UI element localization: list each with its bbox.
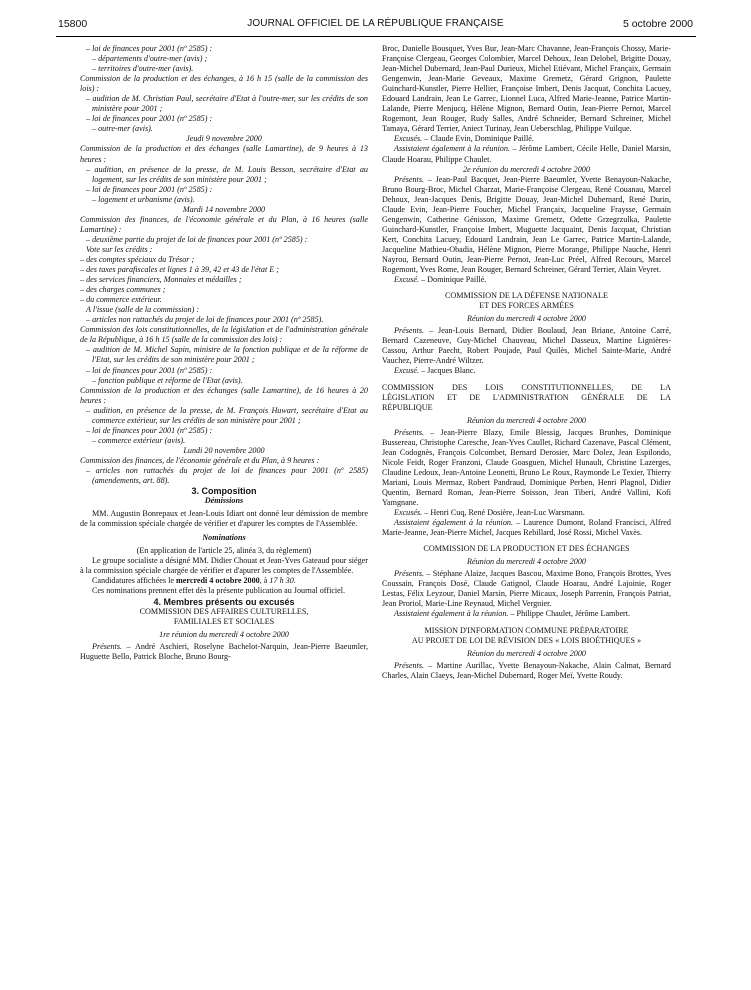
member-list: – Dominique Paillé.	[419, 275, 487, 285]
commission-title: COMMISSION DE LA PRODUCTION ET DES ÉCHANGES	[423, 544, 630, 554]
meeting-heading: Réunion du mercredi 4 octobre 2000	[467, 314, 586, 324]
agenda-line: Commission de la production et des échanges (salle Lamartine), de 9 heures à 13 heures :	[80, 144, 368, 164]
member-list: – Jean-Paul Bacquet, Jean-Pierre Baeumler, Yvette Benayoun-Nakache, Bruno Bourg-Broc, Michel Charzat, Marie-Françoise Clergeau, René Couanau, Marcel Dehoux, Jean-Jacques Denis, Brigitte Douay, Jean-Michel Dubernard, René Durin, Claude Evin, Jean-Pierre Foucher, Michel Françaix, Jacqueline Fraysse, Germain Gengenwin, Catherine Génisson, Maxime Gremetz, Odette Grzegrzulka, Paulette Guinchard-Kunstler, Françoise Imbert, Muguette Jacquaint, Denis Jacquat, Christian Kert, Conchita Lacuey, Edouard Landrain, Jean Le Garrec, Patrice Martin-Lalande, Jacqueline Mathieu-Obadia, Hélène Mignon, Pierre Morange, Philippe Nauche, Henri Nayrou, Bernard Outin, Jean-Pierre Pernot, Jean-Luc Préel, Alfred Recours, Marcel Rogemont, Yves Rome, Jean Rouger, Bernard Schreiner, Gérard Terrier, Alain Veyret.	[382, 174, 671, 275]
text-span: .	[293, 576, 296, 586]
agenda-line: – loi de finances pour 2001 (nº 2585) :	[86, 184, 213, 194]
member-list: – Jean-Pierre Blazy, Emile Blessig, Jacques Brunhes, Dominique Bussereau, Christophe Caresche, Jean-Yves Caullet, Richard Cazenave, Pascal Clément, Jean Codognès, François Colcombet, Bernard Derosier, Marc Dolez, Jean Espilondo, Nicole Feidt, Roger Franzoni, Claude Goasguen, Michel Hunault, Christine Lazerges, Claudine Ledoux, Jean-Antoine Leonetti, Bruno Le Roux, Raymonde Le Texier, Thierry Mariani, Louis Mermaz, Robert Pandraud, Dominique Perben, Henri Plagnol, Didier Quentin, Bernard Roman, Jean-Pierre Soisson, Jean Tiberi, André Vallini, Kofi Yamgnane.	[382, 427, 671, 508]
agenda-line: A l'issue (salle de la commission) :	[86, 305, 200, 315]
header-rule	[56, 36, 696, 37]
member-list: – Henri Cuq, René Dosière, Jean-Luc Warsmann.	[422, 508, 585, 518]
commission-title: COMMISSION DES AFFAIRES CULTURELLES,	[139, 606, 309, 616]
agenda-line: – audition de M. Christian Paul, secrétaire d'Etat à l'outre-mer, sur les crédits de son ministère pour 2001 ;	[86, 94, 368, 114]
commission-title: ET DES FORCES ARMÉES	[479, 301, 574, 311]
paragraph	[382, 144, 671, 164]
meeting-heading: Réunion du mercredi 4 octobre 2000	[467, 415, 586, 425]
label: Assistaient également à la réunion.	[394, 518, 513, 528]
commission-title: FAMILIALES ET SOCIALES	[173, 616, 275, 626]
member-list: – Martine Aurillac, Yvette Benayoun-Nakache, Alain Calmat, Bernard Charles, Alain Claeys, Jean-Michel Dubernard, Roger Meï, Yvette Roudy.	[382, 660, 671, 680]
agenda-line: – audition de M. Michel Sapin, ministre de la fonction publique et de la réforme de l'Etat, sur les crédits de son ministère pour 2001 ;	[86, 345, 368, 365]
subheading-demissions: Démissions	[204, 496, 244, 506]
agenda-line: – territoires d'outre-mer (avis).	[92, 64, 194, 74]
paragraph	[382, 609, 671, 619]
text-span: 17 h 30	[269, 576, 294, 586]
left-column	[80, 44, 368, 662]
label: Assistaient également à la réunion.	[394, 609, 509, 619]
paragraph: (En application de l'article 25, alinéa 3, du règlement)	[136, 546, 312, 556]
right-column	[382, 44, 671, 681]
paragraph	[382, 569, 671, 609]
paragraph	[382, 366, 671, 376]
section-heading-composition: 3. Composition	[191, 486, 257, 497]
agenda-line: Vote sur les crédits :	[86, 244, 153, 254]
commission-title: AU PROJET DE LOI DE RÉVISION DES « LOIS BIOÉTHIQUES »	[411, 635, 642, 645]
meeting-heading: Réunion du mercredi 4 octobre 2000	[467, 648, 586, 658]
paragraph: Le groupe socialiste a désigné MM. Didier Chouat et Jean-Yves Gateaud pour siéger à la commission spéciale chargée de vérifier et d'apurer les comptes de l'Assemblée.	[80, 556, 368, 576]
paragraph	[80, 576, 368, 586]
commission-title: COMMISSION DES LOIS CONSTITUTIONNELLES, DE LA	[382, 382, 671, 392]
text-span: Candidatures affichées le	[92, 576, 176, 586]
member-list: – Philippe Chaulet, Jérôme Lambert.	[508, 609, 631, 619]
label: Excusé.	[394, 366, 420, 376]
label: Présents.	[394, 569, 425, 579]
paragraph	[382, 175, 671, 275]
agenda-line: – du commerce extérieur.	[80, 295, 162, 305]
agenda-line: – des charges communes ;	[80, 285, 166, 295]
section-heading-membres: 4. Membres présents ou excusés	[153, 596, 295, 607]
agenda-line: – loi de finances pour 2001 (nº 2585) :	[86, 114, 213, 124]
paragraph	[382, 518, 671, 538]
agenda-line: – des taxes parafiscales et lignes 1 à 39, 42 et 43 de l'état E ;	[80, 265, 279, 275]
member-list: – Stéphane Alaize, Jacques Bascou, Maxime Bono, François Brottes, Yves Coussain, François Dosé, Claude Gatignol, Claude Hoarau, André Lajoinie, Roger Lestas, Félix Leyzour, Daniel Marsin, Pierre Micaux, Joseph Parrenin, François Patriat, Jean Proriol, Marie-Line Reynaud, Michel Vergnier.	[382, 569, 671, 609]
label: Présents.	[394, 326, 425, 336]
label: Assistaient également à la réunion.	[394, 144, 510, 154]
agenda-line: – deuxième partie du projet de loi de finances pour 2001 (nº 2585) :	[86, 234, 308, 244]
paragraph	[382, 275, 671, 285]
paragraph	[382, 134, 671, 144]
agenda-line: – audition, en présence de la presse, de M. Louis Besson, secrétaire d'Etat au logement, sur les crédits de son ministère pour 2001 ;	[86, 164, 368, 184]
member-list: – André Aschieri, Roselyne Bachelot-Narquin, Jean-Pierre Baeumler, Huguette Bello, Patrick Bloche, Bruno Bourg-	[80, 641, 368, 661]
commission-title: RÉPUBLIQUE	[382, 402, 433, 412]
member-list: – Laurence Dumont, Roland Francisci, Alfred Marie-Jeanne, Jean-Pierre Michel, Jacques Rebillard, José Rossi, Michel Vaxès.	[382, 518, 671, 538]
meeting-heading: 2e réunion du mercredi 4 octobre 2000	[463, 164, 590, 174]
member-list: Broc, Danielle Bousquet, Yves Bur, Jean-Marc Chavanne, Jean-François Chossy, Marie-Françoise Clergeau, Georges Colombier, Marcel Dehoux, Jean Delobel, Brigitte Douay, Jean-Michel Dubernard, Jean-Paul Durieux, Michel Etiévant, Michel Françaix, Germain Gengenwin, Jean-Marie Geveaux, Maxime Gremetz, Gérard Grignon, Paulette Guinchard-Kunstler, Pierre Hellier, Françoise Imbert, Denis Jacquat, Conchita Lacuey, Edouard Landrain, Jean Le Garrec, Lionnel Luca, Alfred Marie-Jeanne, Patrice Martin-Lalande, Pierre Menjucq, Hélène Mignon, Bernard Outin, Jean-Pierre Pernot, Marcel Rogemont, Jean Rouger, Rudy Salles, André Schneider, Bernard Schreiner, Michel Tamaya, Gérard Terrier, Aniect Turinay, Jean Ueberschlag, Philippe Vuilque.	[382, 44, 671, 134]
label: Présents.	[92, 641, 123, 651]
agenda-line: – des services financiers, Monnaies et médailles ;	[80, 275, 242, 285]
agenda-line: Commission des lois constitutionnelles, de la législation et de l'administration générale de la République, à 16 h 15 (salle de la commission des lois) :	[80, 325, 368, 345]
commission-title: COMMISSION DE LA DÉFENSE NATIONALE	[445, 291, 608, 301]
paragraph	[382, 326, 671, 366]
label: Présents.	[394, 174, 425, 184]
label: Excusés.	[394, 134, 423, 144]
commission-title: LÉGISLATION ET DE L'ADMINISTRATION GÉNÉRALE DE LA	[382, 392, 671, 402]
agenda-line: Commission de la production et des échanges, à 16 h 15 (salle de la commission des lois) :	[80, 74, 368, 94]
agenda-line: – commerce extérieur (avis).	[92, 435, 186, 445]
member-list: – Jacques Blanc.	[419, 366, 476, 376]
agenda-line: – fonction publique et réforme de l'Etat (avis).	[92, 375, 243, 385]
label: Excusé.	[394, 275, 420, 285]
agenda-line: – des comptes spéciaux du Trésor ;	[80, 254, 195, 264]
subheading-nominations: Nominations	[202, 533, 246, 543]
agenda-line: – loi de finances pour 2001 (nº 2585) :	[86, 365, 213, 375]
agenda-line: – articles non rattachés du projet de loi de finances pour 2001 (nº 2585) (amendements, art. 88).	[86, 465, 368, 486]
agenda-line: Commission des finances, de l'économie générale et du Plan, à 9 heures :	[80, 455, 320, 465]
agenda-line: Commission des finances, de l'économie générale et du Plan, à 16 heures (salle Lamartine) :	[80, 214, 368, 234]
agenda-line: – articles non rattachés du projet de loi de finances pour 2001 (nº 2585).	[86, 315, 324, 325]
text-span: mercredi 4 octobre 2000	[176, 576, 260, 586]
member-list: – Claude Evin, Dominique Paillé.	[422, 134, 534, 144]
member-list: – Jean-Louis Bernard, Didier Boulaud, Jean Briane, Antoine Carré, Bernard Cazeneuve, Guy-Michel Chauveau, Michel Dasseux, Martine Lignières-Cassou, Arthur Paecht, Robert Poujade, Paul Quilès, Michel Sainte-Marie, André Vauchez, Pierre-André Wiltzer.	[382, 326, 671, 366]
page-header	[0, 14, 751, 34]
meeting-heading: Réunion du mercredi 4 octobre 2000	[467, 557, 586, 567]
journal-title: JOURNAL OFFICIEL DE LA RÉPUBLIQUE FRANÇAISE	[247, 18, 504, 29]
page-number: 15800	[58, 18, 88, 30]
agenda-line: – loi de finances pour 2001 (nº 2585) :	[86, 425, 213, 435]
paragraph	[382, 661, 671, 681]
day-heading: Lundi 20 novembre 2000	[183, 445, 265, 455]
label: Excusés.	[394, 508, 423, 518]
agenda-line: – départements d'outre-mer (avis) ;	[92, 54, 208, 64]
label: Présents.	[394, 427, 425, 437]
paragraph: MM. Augustin Bonrepaux et Jean-Louis Idiart ont donné leur démission de membre de la commission spéciale chargée de vérifier et d'apurer les comptes de l'Assemblée.	[80, 509, 368, 529]
commission-title: MISSION D'INFORMATION COMMUNE PRÉPARATOIRE	[424, 625, 629, 635]
paragraph	[382, 508, 671, 518]
agenda-line: – loi de finances pour 2001 (nº 2585) :	[86, 44, 213, 53]
agenda-line: – outre-mer (avis).	[92, 124, 153, 134]
label: Présents.	[394, 660, 425, 670]
day-heading: Jeudi 9 novembre 2000	[186, 134, 262, 144]
paragraph: Ces nominations prennent effet dès la présente publication au Journal officiel.	[92, 586, 346, 596]
agenda-line: – logement et urbanisme (avis).	[92, 194, 195, 204]
agenda-line: – audition, en présence de la presse, de M. François Huwart, secrétaire d'Etat au commerce extérieur, sur les crédits de son ministère pour 2001 ;	[86, 405, 368, 425]
text-span: , à	[259, 576, 270, 586]
paragraph	[80, 642, 368, 662]
meeting-heading: 1re réunion du mercredi 4 octobre 2000	[159, 629, 289, 639]
issue-date: 5 octobre 2000	[622, 18, 693, 30]
agenda-line: Commission de la production et des échanges (salle Lamartine), de 16 heures à 20 heures :	[80, 385, 368, 405]
member-list: – Jérôme Lambert, Cécile Helle, Daniel Marsin, Claude Hoarau, Philippe Chaulet.	[382, 144, 671, 164]
day-heading: Mardi 14 novembre 2000	[182, 204, 266, 214]
paragraph	[382, 428, 671, 508]
